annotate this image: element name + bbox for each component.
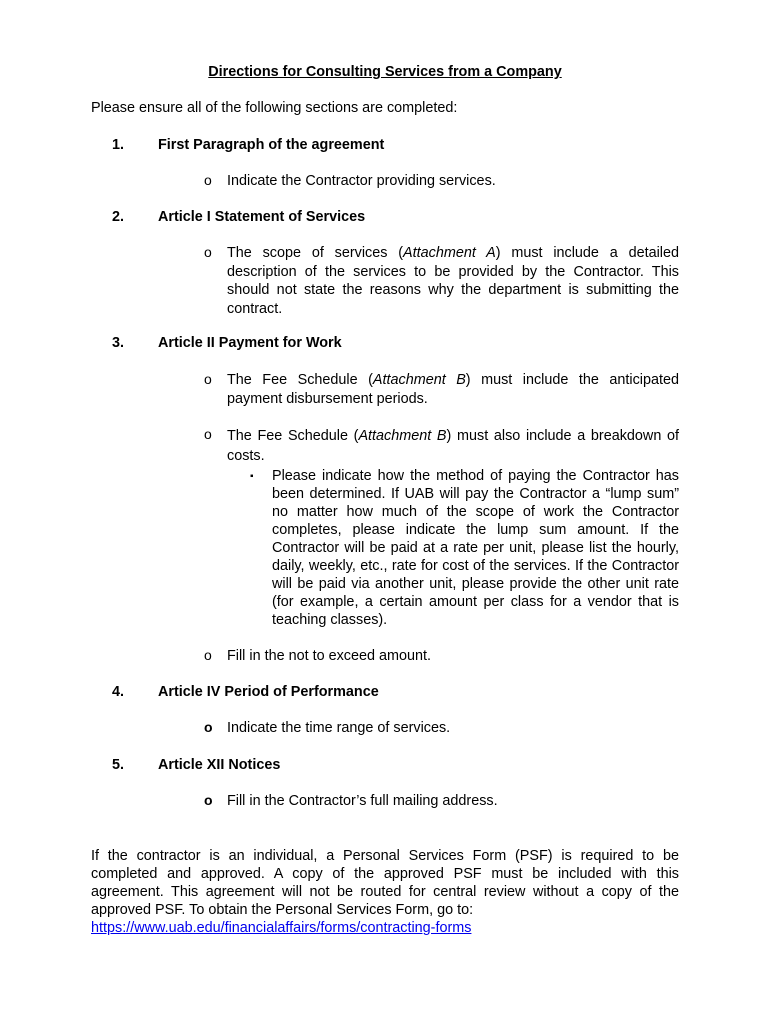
section-1-heading: First Paragraph of the agreement — [158, 137, 385, 153]
attachment-a-italic: Attachment A — [403, 245, 496, 261]
document-title: Directions for Consulting Services from a Company — [208, 64, 562, 80]
section-3-heading: Article II Payment for Work — [158, 335, 342, 351]
intro-text: Please ensure all of the following sections are completed: — [91, 100, 458, 116]
bullet-marker: o — [204, 426, 212, 442]
section-5-heading: Article XII Notices — [158, 757, 281, 773]
bullet-marker: o — [204, 647, 212, 663]
section-3-bullet-2 — [227, 426, 679, 466]
section-5-number: 5. — [112, 757, 125, 773]
footer-paragraph — [91, 847, 679, 937]
bullet-marker: o — [204, 371, 212, 387]
section-2-heading: Article I Statement of Services — [158, 209, 366, 225]
section-3-bullet-1 — [227, 371, 679, 408]
square-bullet-icon: ▪ — [250, 471, 254, 482]
section-4-number: 4. — [112, 684, 125, 700]
section-4-heading: Article IV Period of Performance — [158, 684, 379, 700]
text-segment: The scope of services ( — [227, 245, 404, 261]
section-5-bullet-1: Fill in the Contractor’s full mailing address. — [227, 793, 498, 809]
section-3-number: 3. — [112, 335, 125, 351]
section-4-bullet-1: Indicate the time range of services. — [227, 720, 451, 736]
contracting-forms-link[interactable]: https://www.uab.edu/financialaffairs/forms/contracting-forms — [91, 920, 472, 936]
attachment-b-italic: Attachment B — [358, 428, 447, 444]
text-segment: The Fee Schedule ( — [227, 428, 359, 444]
text-segment: ) must include a detailed description of the services to be provided by the Contractor. This should not state the reasons why the department is submitting the contract. — [227, 245, 679, 317]
section-2-bullet-1 — [227, 244, 679, 318]
bullet-marker: o — [204, 792, 213, 808]
section-3-sub-bullet-1: Please indicate how the method of paying the Contractor has been determined. If UAB will pay the Contractor a “lump sum” no matter how much of the scope of work the Contractor completes, please indicate the lump sum amount. If the Contractor will be paid at a rate per unit, please list the hourly, daily, weekly, etc., rate for cost of the services. If the Contractor will be paid via another unit, please provide the other unit rate (for example, a certain amount per class for a vendor that is teaching classes). — [272, 468, 679, 628]
section-1-bullet-1: Indicate the Contractor providing services. — [227, 173, 496, 189]
section-3-bullet-3: Fill in the not to exceed amount. — [227, 648, 431, 664]
bullet-marker: o — [204, 719, 213, 735]
attachment-b-italic: Attachment B — [372, 372, 466, 388]
section-1-number: 1. — [112, 137, 125, 153]
text-segment: The Fee Schedule ( — [227, 372, 373, 388]
bullet-marker: o — [204, 244, 212, 260]
footer-text: If the contractor is an individual, a Personal Services Form (PSF) is required to be completed and approved. A copy of the approved PSF must be included with this agreement. This agreement will not be routed for central review without a copy of the approved PSF. To obtain the Personal Services Form, go to: — [91, 848, 679, 918]
text-segment: ) must include the anticipated payment disbursement periods. — [227, 372, 679, 407]
bullet-marker: o — [204, 172, 212, 188]
section-2-number: 2. — [112, 209, 125, 225]
text-segment: ) must also include a breakdown of costs. — [227, 428, 680, 464]
